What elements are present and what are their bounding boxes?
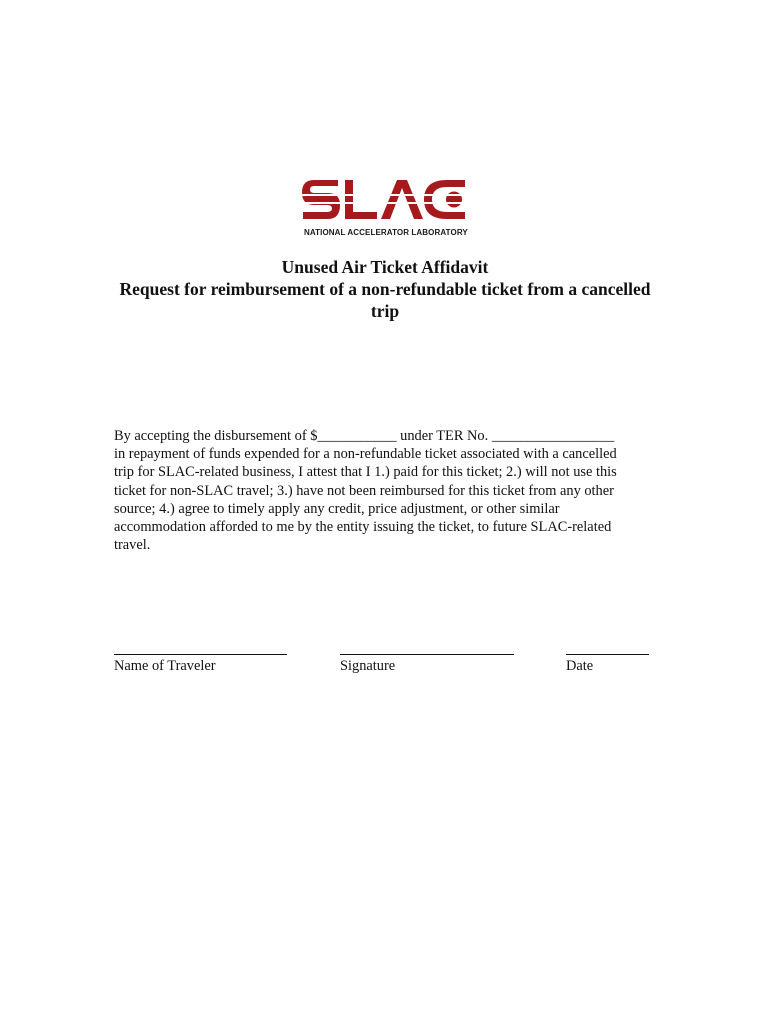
logo-subtitle: NATIONAL ACCELERATOR LABORATORY <box>304 228 468 237</box>
document-subtitle-line-2: trip <box>370 301 400 321</box>
body-line: source; 4.) agree to timely apply any credit, price adjustment, or other similar <box>114 500 560 517</box>
date-line[interactable] <box>566 654 649 655</box>
slac-wordmark-graphic <box>300 172 470 228</box>
document-title: Unused Air Ticket Affidavit <box>281 257 489 277</box>
body-line: trip for SLAC-related business, I attest that I 1.) paid for this ticket; 2.) will not use this <box>114 464 617 481</box>
body-line: travel. <box>114 537 151 554</box>
body-line: accommodation afforded to me by the entity issuing the ticket, to future SLAC-related <box>114 519 612 536</box>
body-line: in repayment of funds expended for a non-refundable ticket associated with a cancelled <box>114 446 617 463</box>
traveler-name-line[interactable] <box>114 654 287 655</box>
traveler-name-label: Name of Traveler <box>114 658 216 674</box>
document-title-block <box>100 256 670 322</box>
date-label: Date <box>566 658 594 674</box>
body-line: By accepting the disbursement of $___________ under TER No. _________________ <box>114 428 615 444</box>
signature-label: Signature <box>340 658 396 674</box>
affidavit-body <box>114 427 659 554</box>
document-subtitle-line-1: Request for reimbursement of a non-refundable ticket from a cancelled <box>119 279 651 299</box>
signature-line[interactable] <box>340 654 514 655</box>
body-line: ticket for non-SLAC travel; 3.) have not been reimbursed for this ticket from any other <box>114 482 614 499</box>
